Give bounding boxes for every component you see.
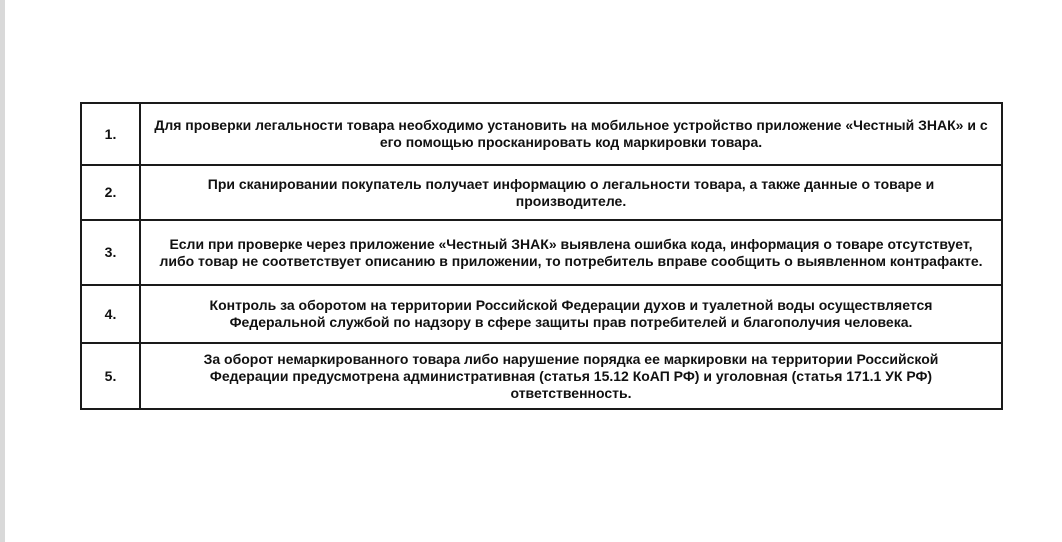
row-text: За оборот немаркированного товара либо нарушение порядка ее маркировки на территории Российской Федерации предусмотрена административная (статья 15.12 КоАП РФ) и уголовная (статья 171.1 УК РФ) ответственность. [203,350,939,401]
page-edge [0,0,5,542]
info-table [80,102,1003,410]
row-text-cell [140,103,1002,165]
row-text: Контроль за оборотом на территории Российской Федерации духов и туалетной воды осуществляется Федеральной службой по надзору в сфере защиты прав потребителей и благополучия человека. [209,297,933,330]
table-row [81,103,1002,165]
row-text: Если при проверке через приложение «Честный ЗНАК» выявлена ошибка кода, информация о товаре отсутствует, либо товар не соответствует описанию в приложении, то потребитель вправе сообщить о выявленном контрафакте. [159,235,983,269]
row-number: 5. [81,343,140,409]
row-number: 2. [81,165,140,220]
row-text-cell [140,165,1002,220]
row-number: 4. [81,285,140,343]
row-text: При сканировании покупатель получает информацию о легальности товара, а также данные о товаре и производителе. [207,175,935,209]
table-row [81,165,1002,220]
row-text-cell [140,220,1002,285]
table-row [81,220,1002,285]
table-row [81,343,1002,409]
row-number: 1. [81,103,140,165]
row-number: 3. [81,220,140,285]
row-text-cell [140,343,1002,409]
row-text-cell [140,285,1002,343]
table-row [81,285,1002,343]
row-text: Для проверки легальности товара необходимо установить на мобильное устройство приложение «Честный ЗНАК» и с его помощью просканировать код маркировки товара. [154,117,988,150]
